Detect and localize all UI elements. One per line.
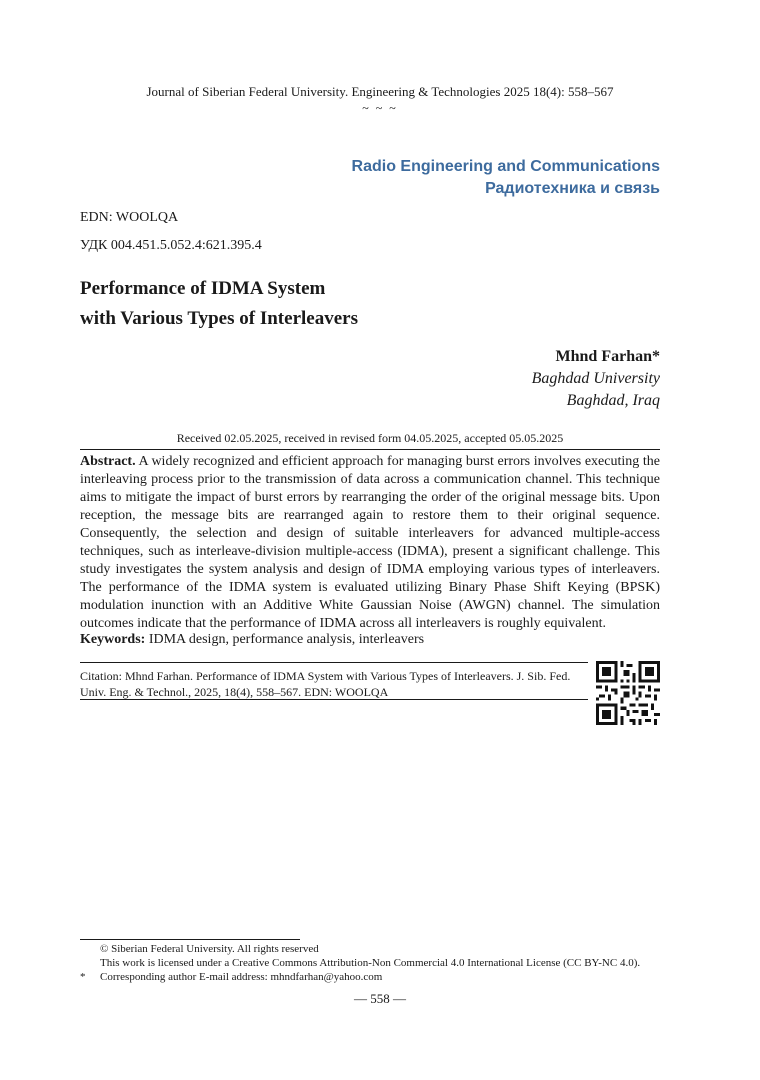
- paper-title: [80, 274, 358, 334]
- paper-title-line1: Performance of IDMA System: [80, 278, 326, 299]
- footnote-divider: [80, 939, 300, 940]
- received-dates: Received 02.05.2025, received in revised form 04.05.2025, accepted 05.05.2025: [176, 431, 564, 445]
- keywords-text: IDMA design, performance analysis, interleavers: [145, 632, 425, 647]
- keywords-label: Keywords:: [80, 632, 146, 647]
- divider-citation-top: [80, 662, 588, 663]
- author-name: Mhnd Farhan*: [555, 348, 660, 365]
- footnote-license: This work is licensed under a Creative Commons Attribution-Non Commercial 4.0 International License (CC BY-NC 4.0).: [100, 957, 641, 969]
- section-title-ru: Радиотехника и связь: [485, 180, 660, 197]
- header-separator: ~ ~ ~: [362, 101, 398, 115]
- corresponding-email: Corresponding author E-mail address: mhndfarhan@yahoo.com: [100, 971, 383, 983]
- paper-title-line2: with Various Types of Interleavers: [80, 308, 358, 329]
- footnote-marker: *: [80, 971, 86, 983]
- keywords: [80, 631, 660, 649]
- author-affiliation: Baghdad University: [531, 370, 660, 387]
- divider-citation-bottom: [80, 699, 588, 700]
- edn-code: EDN: WOOLQA: [80, 210, 179, 225]
- author-location: Baghdad, Iraq: [566, 392, 660, 409]
- divider-top: [80, 449, 660, 450]
- qr-code-icon[interactable]: [596, 661, 660, 725]
- journal-header: Journal of Siberian Federal University. Engineering & Technologies 2025 18(4): 558–567: [146, 84, 614, 99]
- abstract-text: A widely recognized and efficient approach for managing burst errors involves executing the interleaving process prior to the transmission of data across a communication channel. This technique aims to mitigate the impact of burst errors by rearranging the order of the original message bits. Upon reception, the message bits are rearranged again to restore them to their original sequence. Consequently, the selection and design of suitable interleavers for advanced multiple-access techniques, such as interleave-division multiple-access (IDMA), present a significant challenge. This study investigates the system analysis and design of IDMA employing various types of interleavers. The performance of the IDMA system is evaluated utilizing Binary Phase Shift Keying (BPSK) modulation inunction with an Additive White Gaussian Noise (AWGN) channel. The simulation outcomes indicate that the performance of IDMA across all interleavers is roughly equivalent.: [80, 454, 660, 631]
- citation: Citation: Mhnd Farhan. Performance of IDMA System with Various Types of Interleavers. J. Sib. Fed. Univ. Eng. & Technol., 2025, 18(4), 558–567. EDN: WOOLQA: [80, 669, 571, 699]
- section-title-en: Radio Engineering and Communications: [351, 158, 660, 175]
- footnote-corresponding: [80, 970, 680, 984]
- abstract-label: Abstract.: [80, 454, 136, 469]
- footnote-copyright: © Siberian Federal University. All rights reserved: [100, 943, 319, 955]
- author-block: [532, 346, 660, 412]
- udk-code: УДК 004.451.5.052.4:621.395.4: [80, 238, 262, 253]
- abstract: [80, 453, 660, 633]
- page-number: — 558 —: [354, 991, 406, 1006]
